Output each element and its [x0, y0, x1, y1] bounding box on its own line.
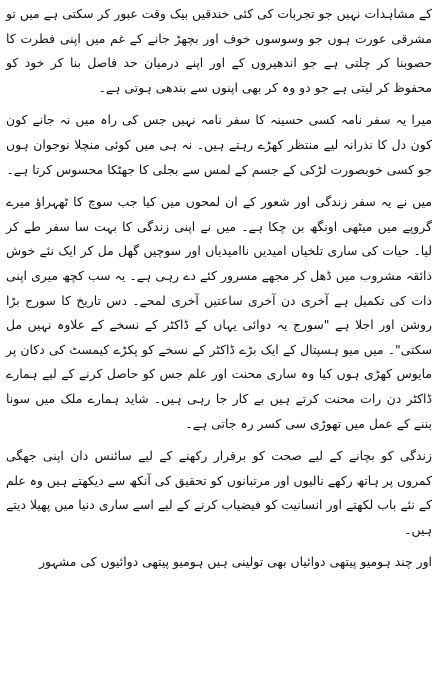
paragraph-3: میں نے یہ سفر زندگی اور شعور کے ان لمحوں میں کیا جب سوچ کا ٹھہراؤ میرے گروپے میں میٹھی اونگھ بن چکا ہے۔ میں نے اپنی زندگی کا بہت سا سفر طے کر لیا۔ حیات کی ساری تلخیاں امیدیں ناامیدیاں اور سوچیں گھل مل کر ایک نئے خوش ذائقہ مشروب میں ڈھل کر مجھے مسرور کئے دے رہی ہے۔ یہ سب کچھ میری اپنی ذات کی تکمیل ہے آخری دن آخری ساعتیں آخری لمحے۔ دس تاریخ کا سورج بڑا روشن اور اجلا ہے "سورج یہ دوائی یہاں کے ڈاکٹر کے نسخے کے علاوہ نہیں مل سکتی"۔ میں میو ہسپتال کے ایک بڑے ڈاکٹر کے نسخے کو پکڑے کیمسٹ کی دکان پر مایوس کھڑی ہوں کیا وہ ساری محنت اور علم جس کو حاصل کرنے کے لیے ہمارے ڈاکٹر دن رات محنت کرتے ہیں بے کار جا رہی ہیں۔ شاید ہمارے ملک میں سونا بننے کے عمل میں تھوڑی سی کسر رہ جاتی ہے۔	[6, 194, 432, 431]
paragraph-5: اور چند ہومیو پیتھی دوائیاں بھی تولینی ہیں ہومیو پیتھی دوائیوں کی مشہور	[39, 554, 432, 570]
paragraph-1: کے مشاہدات نہیں جو تجربات کی کئی خندقیں بیک وقت عبور کر سکتی ہے میں تو مشرقی عورت ہوں جو وسوسوں خوف اور بچھڑ جانے کے غم میں اپنی فطرت کا حصوبنا کر چلتی ہے جو اندھیروں کے اور اپنے درمیان حد فاصل بنا کر خود کو محفوظ کر لیتی ہے جو دو وہ کر بھی اپنوں سے بندھی ہوتی ہے۔	[6, 6, 432, 95]
paragraph-2: میرا یہ سفر نامہ کسی حسینہ کا سفر نامہ نہیں جس کی راہ میں نہ جانے کون کون دل کا نذرانہ لیے منتظر کھڑے رہتے ہیں۔ نہ ہی میں کوئی منچلا نوجوان ہوں جو کسی خوبصورت لڑکی کے جسم کے لمس سے بجلی کا جھٹکا محسوس کرتا ہے۔	[6, 112, 432, 177]
paragraph-4: زندگی کو بچانے کے لیے صحت کو برقرار رکھنے کے لیے سائنس دان اپنی جھگی کمروں پر ہاتھ رکھے نالیوں اور مرتبانوں کو تحقیق کی آنکھ سے دیکھتے ہیں وہ علم کے نئے باب لکھتے اور انسانیت کو فیضیاب کرنے کے لیے اسے ساری دنیا میں پھیلا دیتے ہیں۔	[5, 448, 432, 537]
